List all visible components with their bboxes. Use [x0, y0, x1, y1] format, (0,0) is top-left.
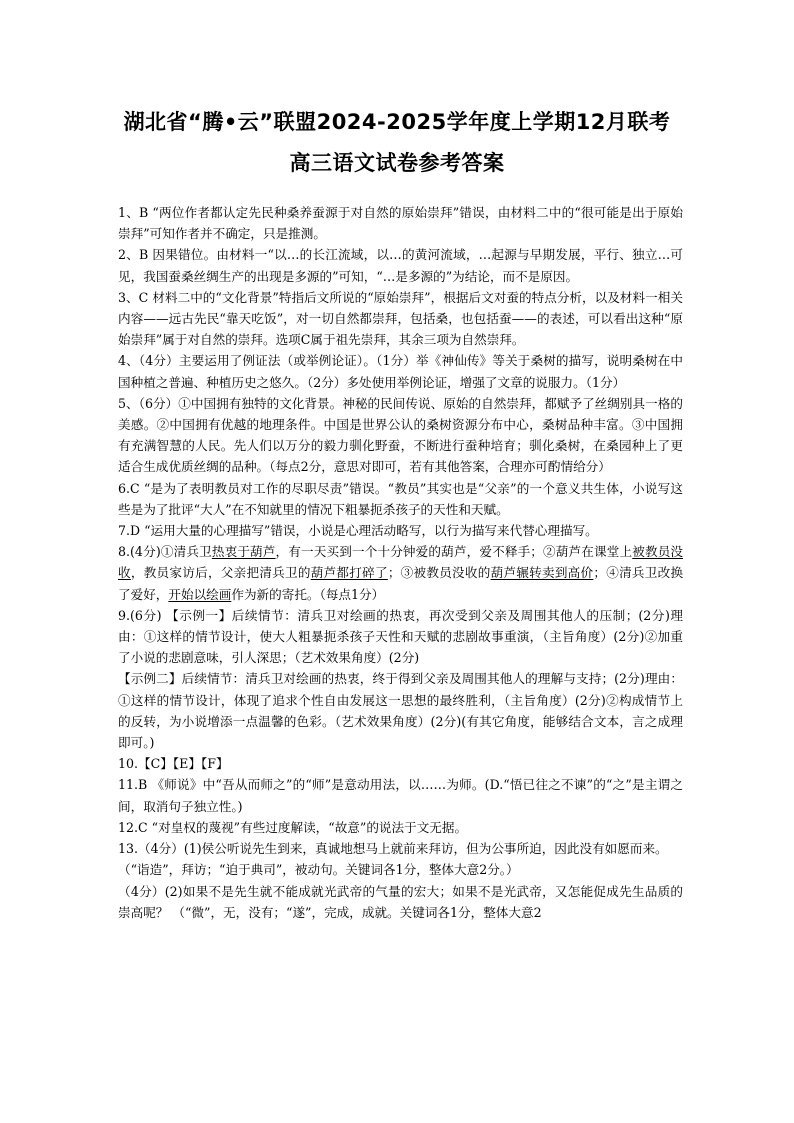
- answer-3: 3、C 材料二中的“文化背景”特指后文所说的“原始崇拜”，根据后文对蚕的特点分析，以及材料一相关内容——远古先民“靠天吃饭”，对一切自然都崇拜，包括桑，也包括蚕——的表述，可以看出这种“原始崇拜”属于对自然的崇拜。选项C属于祖先崇拜，其余三项为自然崇拜。: [118, 289, 683, 348]
- answer-8-segment: ，教员家访后，父亲把清兵卫的: [130, 565, 311, 581]
- answer-13-1-scoring: （“诣造”，拜访；“迫于典司”，被动句。关键词各1分，整体大意2分。）: [118, 862, 519, 878]
- answer-9-example-1: 9.(6分) 【示例一】后续情节：清兵卫对绘画的热衷，再次受到父亲及周围其他人的压制；(2分)理由：①这样的情节设计，使大人粗暴扼杀孩子天性和天赋的悲剧故事重演，（主旨角度）(2分)②加重了小说的悲剧意味，引人深思；（艺术效果角度）(2分): [118, 607, 683, 666]
- answer-8-segment: ；③被教员没收的: [387, 565, 491, 581]
- answer-body: [118, 202, 683, 923]
- answer-8-underlined-segment: 葫芦都打碎了: [310, 565, 388, 581]
- answer-8-underlined-segment: 被教员没收: [118, 544, 684, 581]
- page-subtitle: 高三语文试卷参考答案: [289, 151, 505, 175]
- answer-8-underlined-segment: 开始以绘画: [168, 586, 232, 602]
- answer-4: 4、（4分）主要运用了例证法（或举例论证）。（1分）举《神仙传》等关于桑树的描写，说明桑树在中国种植之普遍、种植历史之悠久。（2分）多处使用举例论证，增强了文章的说服力。（1分）: [118, 353, 683, 390]
- answer-9-example-2: 【示例二】后续情节：清兵卫对绘画的热衷，终于得到父亲及周围其他人的理解与支持；(2分)理由：①这样的情节设计，体现了追求个性自由发展这一思想的最终胜利，（主旨角度）(2分)②构成情节上的反转，为小说增添一点温馨的色彩。（艺术效果角度）(2分)(有其它角度，能够结合文本，言之成理即可。): [118, 671, 683, 751]
- answer-8: [118, 541, 683, 605]
- answer-7: 7.D “运用大量的心理描写”错误，小说是心理活动略写，以行为描写来代替心理描写。: [118, 523, 598, 539]
- answer-12: 12.C “对皇权的蔑视”有些过度解读，“故意”的说法于文无据。: [118, 819, 468, 835]
- answer-13-1: 13.（4分）(1)侯公听说先生到来，真诚地想马上就前来拜访，但为公事所迫，因此没有如愿而来。: [118, 841, 668, 857]
- answer-8-segment: 作为新的寄托。（每点1分）: [231, 586, 385, 602]
- answer-1: 1、B “两位作者都认定先民种桑养蚕源于对自然的原始崇拜”错误，由材料二中的“很可能是出于原始崇拜”可知作者并不确定，只是推测。: [118, 205, 683, 242]
- answer-8-segment: ；④清兵卫改换了爱好，: [118, 565, 684, 602]
- answer-11: 11.B 《师说》中“吾从而师之”的“师”是意动用法，以……为师。(D.“悟已往之不谏”的“之”是主谓之间，取消句子独立性。): [118, 777, 683, 814]
- answer-5: 5、（6分）①中国拥有独特的文化背景。神秘的民间传说、原始的自然崇拜，都赋予了丝绸别具一格的美感。②中国拥有优越的地理条件。中国是世界公认的桑树资源分布中心，桑树品种丰富。③中国拥有充满智慧的人民。先人们以万分的毅力驯化野蚕，不断进行蚕种培育；驯化桑树，在桑园种上了更适合生成优质丝绸的品种。（每点2分，意思对即可，若有其他答案，合理亦可酌情给分）: [118, 395, 683, 475]
- page-title: 湖北省“腾•云”联盟2024-2025学年度上学期12月联考: [123, 110, 671, 134]
- answer-8-segment: 8.(4分)①清兵卫: [118, 544, 212, 560]
- answer-8-underlined-segment: 葫芦辗转卖到高价: [490, 565, 594, 581]
- answer-8-underlined-segment: 热衷于葫芦: [211, 544, 276, 560]
- answer-13-2: （4分）(2)如果不是先生就不能成就光武帝的气量的宏大；如果不是光武帝，又怎能促成先生品质的崇高呢？ （“微”，无，没有；“遂”，完成，成就。关键词各1分，整体大意2: [118, 883, 683, 920]
- answer-10: 10.【C】【E】【F】: [118, 756, 229, 772]
- answer-2: 2、B 因果错位。由材料一“以…的长江流域，以…的黄河流域，…起源与早期发展，平行、独立…可见，我国蚕桑丝绸生产的出现是多源的”可知，“…是多源的”为结论，而不是原因。: [118, 247, 683, 284]
- answer-6: 6.C “是为了表明教员对工作的尽职尽责”错误。“教员”其实也是“父亲”的一个意义共生体，小说写这些是为了批评“大人”在不知就里的情况下粗暴扼杀孩子的天性和天赋。: [118, 480, 683, 517]
- answer-8-segment: ，有一天买到一个十分钟爱的葫芦，爱不释手；②葫芦在课堂上: [275, 544, 633, 560]
